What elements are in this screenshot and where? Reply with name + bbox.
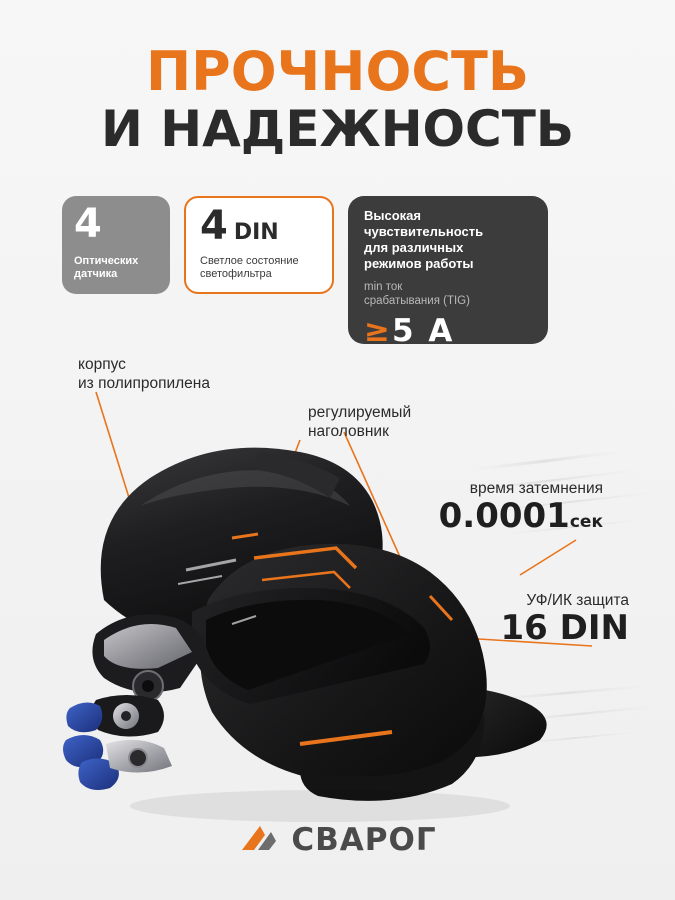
din-caption-line-2: светофильтра <box>200 268 272 281</box>
uv-ir-label: УФ/ИК защита <box>526 592 629 609</box>
logo-wordmark: СВАРОГ <box>291 822 437 858</box>
switch-time-value-row <box>438 495 603 536</box>
headline-line-2: И НАДЕЖНОСТЬ <box>101 100 574 159</box>
switch-time-value: 0.0001 <box>438 495 570 536</box>
brand-logo <box>0 822 675 858</box>
callout-headband-line-1: регулируемый <box>308 404 412 421</box>
sensitivity-title-line-4: режимов работы <box>364 255 474 271</box>
amps-sign: ≥ <box>364 313 392 350</box>
callout-body-line-2: из полипропилена <box>78 374 210 392</box>
sensitivity-title-line-3: для различных <box>364 239 464 255</box>
metric-uv-ir <box>501 592 629 646</box>
sensitivity-sub-line-1: min ток <box>364 281 403 294</box>
sensitivity-title-line-1: Высокая <box>364 208 421 223</box>
din-value: 4 <box>200 203 228 249</box>
sensitivity-sub-line-2: срабатывания (TIG) <box>364 295 470 308</box>
switch-time-label: время затемнения <box>469 480 603 497</box>
callout-body-line-1: корпус <box>78 356 126 373</box>
sensors-caption-line-2: датчика <box>74 267 118 280</box>
sensors-value: 4 <box>74 201 102 247</box>
sensors-caption-line-1: Оптических <box>74 255 139 267</box>
metric-switch-time <box>439 480 603 534</box>
callout-headband <box>308 404 411 442</box>
headline-line-1: ПРОЧНОСТЬ <box>145 40 530 103</box>
callout-body-material <box>78 356 210 394</box>
din-unit: DIN <box>233 220 279 245</box>
sensitivity-title-line-2: чувствительность <box>364 223 484 239</box>
switch-time-unit: сек <box>569 511 603 532</box>
headband-assembly <box>63 614 206 790</box>
callout-headband-line-2: наголовник <box>308 422 389 440</box>
din-caption-line-1: Светлое состояние <box>200 255 299 267</box>
logo-mark-icon <box>238 823 282 857</box>
ground-shadow <box>130 790 510 822</box>
uv-ir-value: 16 DIN <box>500 607 629 648</box>
amps-value: 5 A <box>391 313 455 350</box>
